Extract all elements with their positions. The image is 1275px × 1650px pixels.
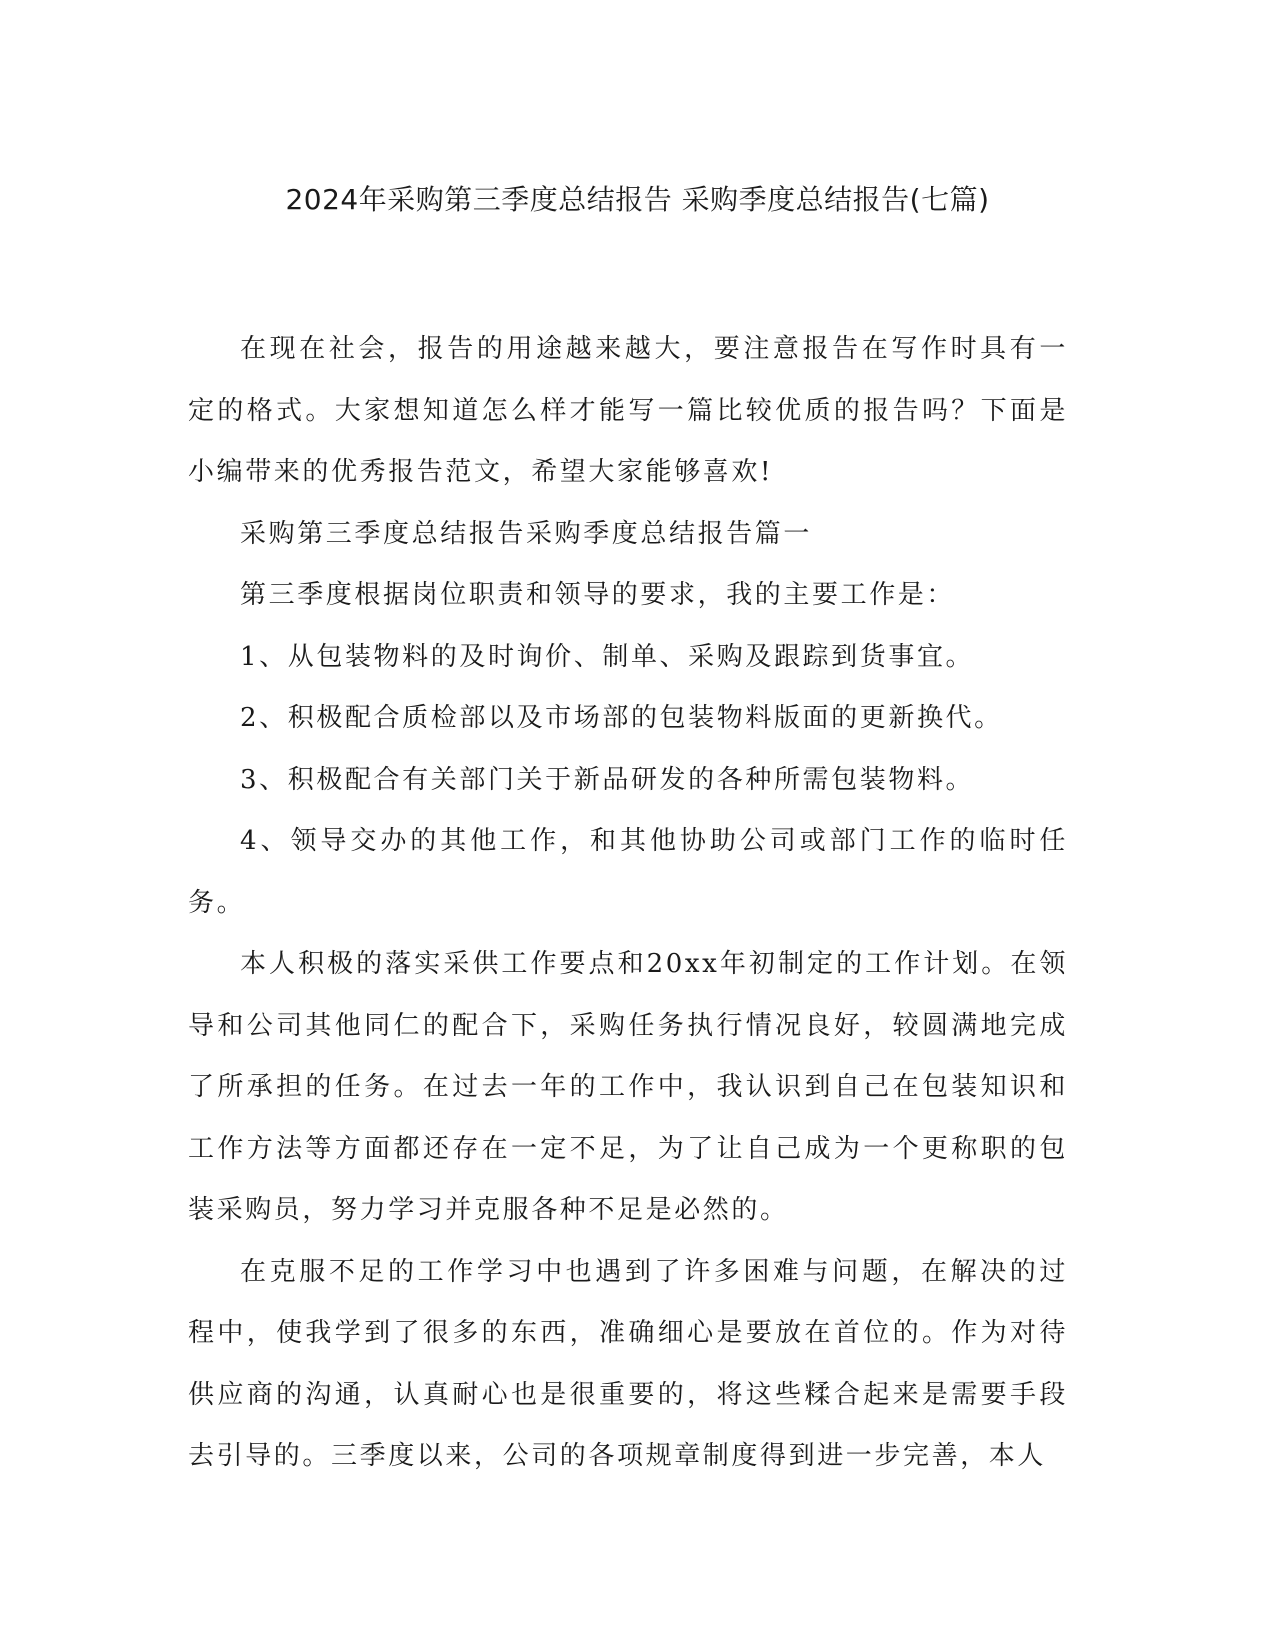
document-body <box>188 319 1068 1488</box>
paragraph-work-plan: 本人积极的落实采供工作要点和20xx年初制定的工作计划。在领导和公司其他同仁的配合下，采购任务执行情况良好，较圆满地完成了所承担的任务。在过去一年的工作中，我认识到自己在包装知识和工作方法等方面都还存在一定不足，为了让自己成为一个更称职的包装采购员，努力学习并克服各种不足是必然的。 <box>188 949 1068 1225</box>
section-heading: 采购第三季度总结报告采购季度总结报告篇一 <box>240 518 813 549</box>
list-item-4: 4、领导交办的其他工作，和其他协助公司或部门工作的临时任务。 <box>188 826 1068 918</box>
list-item-3: 3、积极配合有关部门关于新品研发的各种所需包装物料。 <box>240 764 975 795</box>
paragraph-intro: 在现在社会，报告的用途越来越大，要注意报告在写作时具有一定的格式。大家想知道怎么样才能写一篇比较优质的报告吗？下面是小编带来的优秀报告范文，希望大家能够喜欢! <box>188 334 1068 487</box>
paragraph-duties-intro: 第三季度根据岗位职责和领导的要求，我的主要工作是： <box>240 580 956 610</box>
list-item-2: 2、积极配合质检部以及市场部的包装物料版面的更新换代。 <box>240 703 1003 733</box>
list-item-1: 1、从包装物料的及时询价、制单、采购及跟踪到货事宜。 <box>240 641 975 672</box>
paragraph-difficulties: 在克服不足的工作学习中也遇到了许多困难与问题，在解决的过程中，使我学到了很多的东西，准确细心是要放在首位的。作为对待供应商的沟通，认真耐心也是很重要的，将这些糅合起来是需要手段去引导的。三季度以来，公司的各项规章制度得到进一步完善，本人 <box>188 1256 1068 1471</box>
document-title: 2024年采购第三季度总结报告 采购季度总结报告(七篇) <box>285 183 990 216</box>
